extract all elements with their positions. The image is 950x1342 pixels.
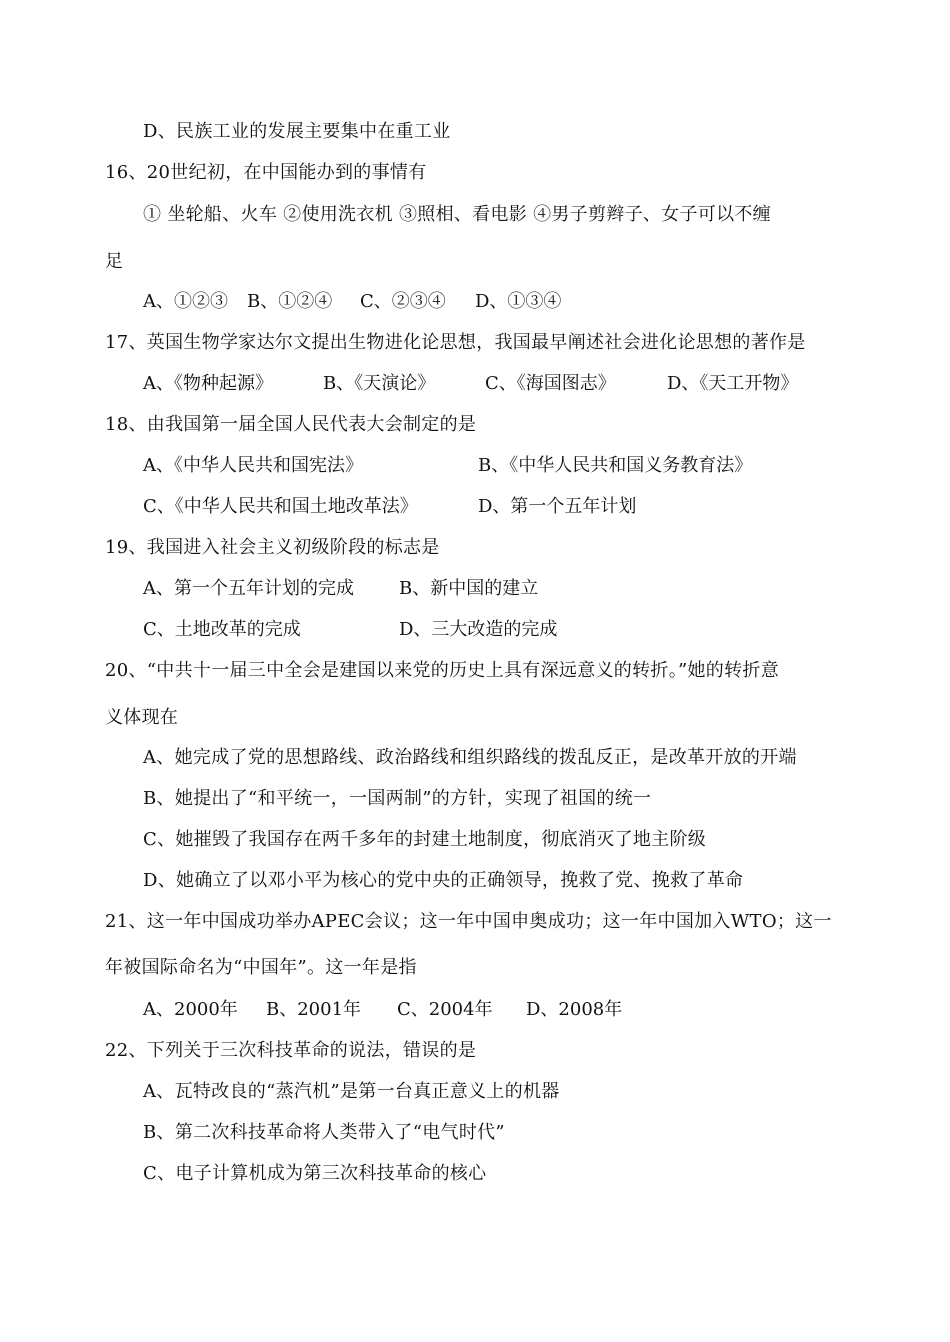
q18-option-a: A、《中华人民共和国宪法》 [143, 455, 363, 476]
q19-stem: 19、我国进入社会主义初级阶段的标志是 [105, 537, 440, 558]
q19-option-a: A、第一个五年计划的完成 [143, 578, 354, 599]
q22-option-b: B、第二次科技革命将人类带入了“电气时代” [143, 1122, 505, 1143]
q21-option-c: C、2004年 [397, 999, 493, 1020]
q21-option-a: A、2000年 [143, 999, 238, 1020]
q22-option-a: A、瓦特改良的“蒸汽机”是第一台真正意义上的机器 [143, 1081, 560, 1102]
q17-option-a: A、《物种起源》 [143, 373, 273, 394]
q16-option-c: C、②③④ [360, 291, 446, 312]
q16-stem: 16、20世纪初，在中国能办到的事情有 [105, 162, 427, 183]
q16-option-a: A、①②③ [143, 291, 228, 312]
q18-option-c: C、《中华人民共和国土地改革法》 [143, 496, 418, 517]
q20-option-d: D、她确立了以邓小平为核心的党中央的正确领导，挽救了党、挽救了革命 [143, 870, 744, 891]
q16-items: ① 坐轮船、火车 ②使用洗衣机 ③照相、看电影 ④男子剪辫子、女子可以不缠 [143, 204, 771, 225]
q21-option-d: D、2008年 [526, 999, 623, 1020]
q22-stem: 22、下列关于三次科技革命的说法，错误的是 [105, 1040, 477, 1061]
q17-stem: 17、英国生物学家达尔文提出生物进化论思想，我国最早阐述社会进化论思想的著作是 [105, 332, 806, 353]
q19-option-c: C、土地改革的完成 [143, 619, 301, 640]
q19-option-d: D、三大改造的完成 [399, 619, 558, 640]
q18-stem: 18、由我国第一届全国人民代表大会制定的是 [105, 414, 477, 435]
q21-stem: 21、这一年中国成功举办APEC会议；这一年中国申奥成功；这一年中国加入WTO；这一 [105, 911, 832, 932]
q18-option-b: B、《中华人民共和国义务教育法》 [478, 455, 753, 476]
q16-items-cont: 足 [105, 251, 124, 272]
q18-option-d: D、第一个五年计划 [478, 496, 637, 517]
q16-option-d: D、①③④ [475, 291, 562, 312]
q20-stem-cont: 义体现在 [105, 707, 179, 728]
q21-stem-cont: 年被国际命名为“中国年”。这一年是指 [105, 957, 417, 978]
q19-option-b: B、新中国的建立 [399, 578, 539, 599]
q17-option-c: C、《海国图志》 [485, 373, 616, 394]
q16-option-b: B、①②④ [247, 291, 333, 312]
q20-option-c: C、她摧毁了我国存在两千多年的封建土地制度，彻底消灭了地主阶级 [143, 829, 707, 850]
q22-option-c: C、电子计算机成为第三次科技革命的核心 [143, 1163, 487, 1184]
q15-option-d: D、民族工业的发展主要集中在重工业 [143, 121, 451, 142]
q20-option-a: A、她完成了党的思想路线、政治路线和组织路线的拨乱反正，是改革开放的开端 [143, 747, 797, 768]
q21-option-b: B、2001年 [266, 999, 362, 1020]
q17-option-b: B、《天演论》 [323, 373, 436, 394]
q20-stem: 20、“中共十一届三中全会是建国以来党的历史上具有深远意义的转折。”她的转折意 [105, 660, 780, 681]
q20-option-b: B、她提出了“和平统一，一国两制”的方针，实现了祖国的统一 [143, 788, 652, 809]
q17-option-d: D、《天工开物》 [667, 373, 799, 394]
